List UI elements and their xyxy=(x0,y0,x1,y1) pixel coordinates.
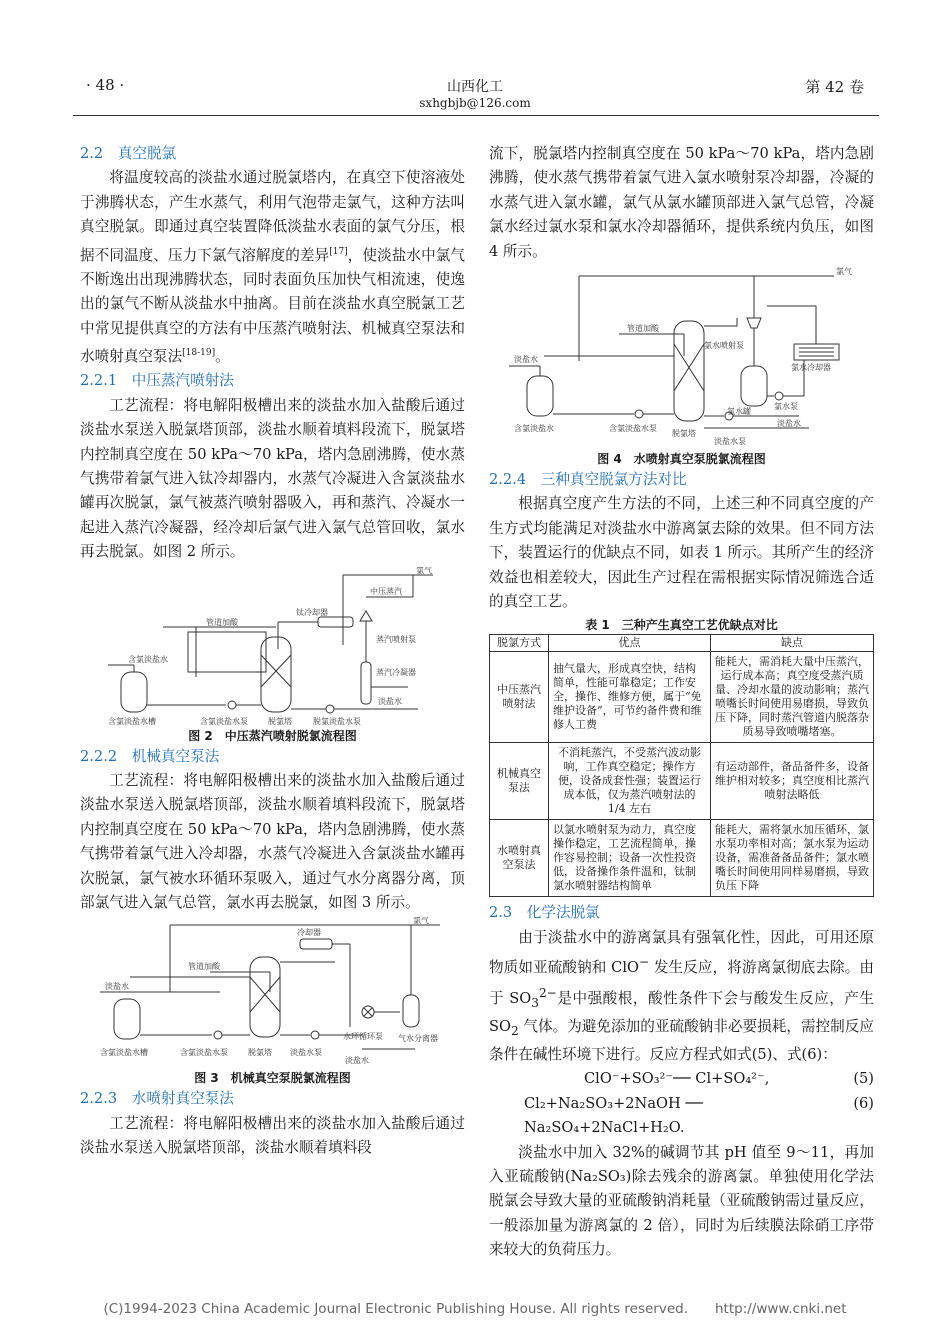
svg-text:氯水冷却器: 氯水冷却器 xyxy=(791,363,831,373)
table-1-title: 表 1 三种产生真空工艺优缺点对比 xyxy=(585,618,778,633)
svg-text:氯水喷射泵: 氯水喷射泵 xyxy=(704,341,744,351)
svg-text:脱氯塔: 脱氯塔 xyxy=(248,1048,272,1058)
section-2-2-1-paragraph: 工艺流程：将电解阳极槽出来的淡盐水加入盐酸后通过淡盐水泵送入脱氯塔顶部，淡盐水顺着填料段流下，脱氯塔内控制真空度在 50 kPa～70 kPa，塔内急剧沸腾，使水蒸气携带着氯气进入钛冷却器内，水蒸气冷凝进入含氯淡盐水罐再次脱氯，氯气被蒸汽喷射器吸入，再和蒸汽、冷凝水一起进入蒸汽冷凝器，经冷却后氯气进入氯气总管回收，氯水再去脱氯。如图 2 所示。 xyxy=(80,396,465,561)
svg-text:淡盐水: 淡盐水 xyxy=(105,982,129,992)
section-2-2-1-title: 2.2.1 中压蒸汽喷射法 xyxy=(80,372,234,390)
table-header-cons: 缺点 xyxy=(711,635,874,652)
figure-3-caption: 图 3 机械真空泵脱氯流程图 xyxy=(194,1071,351,1086)
svg-text:淡盐水: 淡盐水 xyxy=(377,696,402,706)
table-row xyxy=(490,820,874,897)
table-row xyxy=(490,652,874,743)
svg-text:含氯淡盐水泵: 含氯淡盐水泵 xyxy=(199,716,248,725)
table-header-method: 脱氯方式 xyxy=(490,635,549,652)
svg-text:蒸汽冷凝器: 蒸汽冷凝器 xyxy=(375,667,416,677)
table-cell-cons: 能耗大，需消耗大量中压蒸汽，运行成本高；真空度受蒸汽质量、冷却水量的波动影响；蒸汽喷嘴长时间使用易磨损，导致负压下降，同时蒸汽管道内脱落杂质易导致喷嘴堵塞。 xyxy=(711,652,874,743)
svg-text:氯水罐: 氯水罐 xyxy=(727,407,751,417)
svg-text:含氯淡盐水: 含氯淡盐水 xyxy=(514,424,554,434)
figure-4-diagram xyxy=(509,266,854,448)
figure-3-diagram xyxy=(100,917,445,1067)
svg-text:脱氯塔: 脱氯塔 xyxy=(672,429,696,439)
table-cell-pros: 抽气量大，形成真空快，结构简单，性能可靠稳定；工作安全，操作、维修方便，属于“免维护设备”，可节约备件费和维修人工费 xyxy=(549,652,711,743)
table-cell-pros: 以氯水喷射泵为动力，真空度操作稳定，工艺流程简单，操作容易控制；设备一次性投资低，设备操作条件温和，钛制氯水喷射器结构简单 xyxy=(549,820,711,897)
svg-text:管道加酸: 管道加酸 xyxy=(205,617,238,627)
svg-text:中压蒸汽: 中压蒸汽 xyxy=(369,586,402,596)
svg-text:管道加酸: 管道加酸 xyxy=(188,962,220,972)
section-2-2-4-paragraph: 根据真空度产生方法的不同，上述三种不同真空度的产生方式均能满足对淡盐水中游离氯去除的效果。但不同方法下，装置运行的优缺点不同，如表 1 所示。其所产生的经济效益也相差较大，因此生产过程在需根据实际情况筛选合适的真空工艺。 xyxy=(489,495,874,611)
section-2-2-4-title: 2.2.4 三种真空脱氯方法对比 xyxy=(489,471,687,489)
svg-text:淡盐水: 淡盐水 xyxy=(514,355,538,365)
section-2-2-2-paragraph: 工艺流程：将电解阳极槽出来的淡盐水加入盐酸后通过淡盐水泵送入脱氯塔顶部，淡盐水顺着填料段流下，脱氯塔内控制真空度在 50 kPa～70 kPa，塔内急剧沸腾，使水蒸气携带着氯气进入冷却器，水蒸气冷凝进入含氯淡盐水罐再次脱氯，氯气被水环循环泵吸入，通过气水分离器分离，顶部氯气进入氯气总管，氯水再去脱氯，如图 3 所示。 xyxy=(80,772,465,912)
svg-text:含氯淡盐水泵: 含氯淡盐水泵 xyxy=(609,424,657,434)
copyright-footer: (C)1994-2023 China Academic Journal Electronic Publishing House. All rights reserved. http://www.cnki.net xyxy=(103,1301,847,1317)
header-rule xyxy=(73,115,879,116)
left-column xyxy=(80,140,465,1161)
table-1 xyxy=(489,634,874,897)
figure-2-caption: 图 2 中压蒸汽喷射脱氯流程图 xyxy=(188,728,357,743)
table-cell-method: 机械真空泵法 xyxy=(490,743,549,820)
svg-text:水环循环泵: 水环循环泵 xyxy=(343,1032,383,1042)
citation-17: [17] xyxy=(329,246,348,257)
svg-text:淡盐水: 淡盐水 xyxy=(345,1056,369,1066)
section-2-3-paragraph-2: 淡盐水中加入 32%的碱调节其 pH 值至 9～11，再加入亚硫酸钠(Na₂SO₃)除去残余的游离氯。单独使用化学法脱氯会导致大量的亚硫酸钠消耗量（亚硫酸钠需过量反应，一般添加量为游离氯的 2 倍），同时为后续膜法除硝工序带来较大的负荷压力。 xyxy=(489,1143,874,1259)
section-2-3-title: 2.3 化学法脱氯 xyxy=(489,904,600,922)
table-cell-cons: 能耗大，需将氯水加压循环，氯水泵功率相对高；氯水泵为运动设备，需准备备品备件；氯水喷嘴长时间使用同样易磨损，导致负压下降 xyxy=(711,820,874,897)
section-2-2-title: 2.2 真空脱氯 xyxy=(80,145,177,162)
svg-text:含氯淡盐水: 含氯淡盐水 xyxy=(127,654,168,664)
table-cell-pros: 不消耗蒸汽，不受蒸汽波动影响，工作真空稳定；操作方便，设备成套性强；装置运行成本低，仅为蒸汽喷射法的 1/4 左右 xyxy=(549,743,711,820)
svg-text:含氯淡盐水槽: 含氯淡盐水槽 xyxy=(100,1048,148,1058)
section-2-2-3-title: 2.2.3 水喷射真空泵法 xyxy=(80,1090,234,1108)
equation-6-number: (6) xyxy=(853,1094,874,1112)
equation-5-body: ClO⁻+SO₃²⁻── Cl+SO₄²⁻, xyxy=(584,1070,770,1088)
svg-text:氯气: 氯气 xyxy=(413,917,429,926)
volume-label: 第 42 卷 xyxy=(805,78,864,96)
table-cell-method: 中压蒸汽喷射法 xyxy=(490,652,549,743)
svg-text:脱氯淡盐水泵: 脱氯淡盐水泵 xyxy=(312,716,361,725)
equation-5-number: (5) xyxy=(853,1070,874,1088)
table-header-pros: 优点 xyxy=(549,635,711,652)
svg-text:蒸汽喷射泵: 蒸汽喷射泵 xyxy=(375,634,416,644)
svg-text:冷却器: 冷却器 xyxy=(297,928,321,938)
journal-email: sxhgbjb@126.com xyxy=(419,96,531,110)
svg-text:淡盐水泵: 淡盐水泵 xyxy=(290,1048,322,1058)
svg-text:淡盐水泵: 淡盐水泵 xyxy=(714,437,746,447)
table-row xyxy=(490,743,874,820)
figure-4-caption: 图 4 水喷射真空泵脱氯流程图 xyxy=(597,452,766,467)
svg-text:含氯淡盐水槽: 含氯淡盐水槽 xyxy=(107,716,156,725)
page-number: · 48 · xyxy=(86,76,125,94)
equation-6 xyxy=(489,1092,874,1141)
svg-text:氯气: 氯气 xyxy=(836,267,852,277)
svg-text:管道加酸: 管道加酸 xyxy=(627,324,659,334)
figure-2-diagram xyxy=(108,567,438,725)
svg-text:氯气: 氯气 xyxy=(415,566,432,575)
section-2-2-2-title: 2.2.2 机械真空泵法 xyxy=(80,747,220,765)
equation-6-body: Cl₂+Na₂SO₃+2NaOH ── Na₂SO₄+2NaCl+H₂O. xyxy=(524,1094,703,1137)
table-cell-method: 水喷射真空泵法 xyxy=(490,820,549,897)
section-2-2-3-paragraph-left: 工艺流程：将电解阳极槽出来的淡盐水加入盐酸后通过淡盐水泵送入脱氯塔顶部，淡盐水顺着填料段 xyxy=(80,1114,465,1157)
equation-5 xyxy=(489,1067,874,1091)
right-column xyxy=(489,142,874,1263)
svg-text:脱氯塔: 脱氯塔 xyxy=(267,716,292,725)
table-cell-cons: 有运动部件，备品备件多，设备维护相对较多；真空度相比蒸汽喷射法略低 xyxy=(711,743,874,820)
section-2-2-paragraph: 将温度较高的淡盐水通过脱氯塔内，在真空下使溶液处于沸腾状态，产生水蒸气，利用气泡带走氯气，这种方法叫真空脱氯。即通过真空装置降低淡盐水表面的氯气分压，根据不同温度、压力下氯气溶解度的差异[17]，使淡盐水中氯气不断逸出出现沸腾状态，同时表面负压加快气相流速，使逸出的氯气不断从淡盐水中抽离。目前在淡盐水真空脱氯工艺中常见提供真空的方法有中压蒸汽喷射法、机械真空泵法和水喷射真空泵法[18-19]。 xyxy=(80,169,465,365)
citation-18-19: [18-19] xyxy=(182,348,216,359)
journal-name: 山西化工 xyxy=(447,79,503,95)
section-2-3-paragraph-1: 由于淡盐水中的游离氯具有强氧化性，因此，可用还原物质如亚硫酸钠和 ClO− 发生反应，将游离氯彻底去除。由于 $SO_3^{2-}$是中强酸根，酸性条件下会与酸发生反应，产生 $SO_2$ 气体。为避免添加的亚硫酸钠非必要损耗，需控制反应条件在碱性环境下进行。反应方程式如式(5)、式(6)： xyxy=(489,928,874,1064)
section-2-2-3-paragraph-right: 流下，脱氯塔内控制真空度在 50 kPa～70 kPa，塔内急剧沸腾，使水蒸气携带着氯气进入氯水喷射泵冷却器，冷凝的水蒸气进入氯水罐，氯气从氯水罐顶部进入氯气总管，冷凝氯水经过氯水泵和氯水冷却器循环，提供系统内负压，如图 4 所示。 xyxy=(489,145,874,260)
svg-text:气水分离器: 气水分离器 xyxy=(398,1034,438,1044)
svg-text:氯水泵: 氯水泵 xyxy=(774,402,798,412)
svg-text:含氯淡盐水泵: 含氯淡盐水泵 xyxy=(180,1048,228,1058)
table-header-row xyxy=(490,635,874,652)
svg-text:钛冷却器: 钛冷却器 xyxy=(295,607,328,617)
svg-text:淡盐水: 淡盐水 xyxy=(777,419,801,429)
